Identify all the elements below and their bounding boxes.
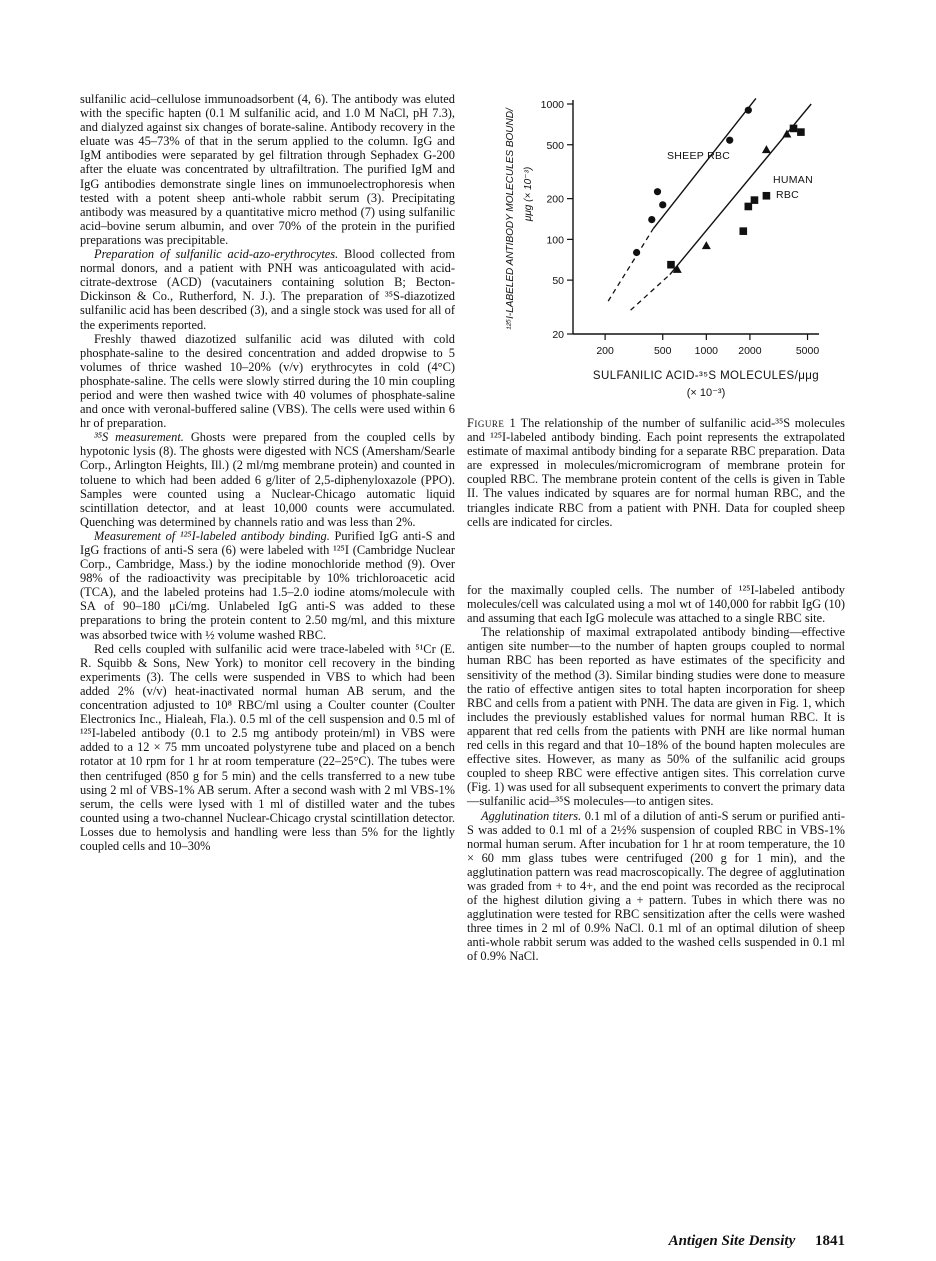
data-point-square: [751, 196, 759, 204]
paragraph-heading: ³⁵S measurement.: [94, 430, 184, 445]
paragraph-text: for the maximally coupled cells. The number of ¹²⁵I-labeled antibody molecules/cell was calculated using a mol wt of 140,000 for rabbit IgG (10) and assuming that each IgG molecule was attached to a single RBC site.: [467, 583, 845, 626]
paragraph: [80, 430, 455, 529]
paragraph: [467, 625, 845, 808]
paragraph: [80, 92, 455, 247]
right-text-column: [467, 583, 845, 964]
caption-text: The relationship of the number of sulfanilic acid-³⁵S molecules and ¹²⁵I-labeled antibody binding. Each point represents the extrapolated estimate of maximal antibody binding for a separate RBC preparation. Data are expressed in molecules/micromicrogram of membrane protein for coupled RBC. The membrane protein content of the cells is given in Table II. The values indicated by squares are for normal human RBC, and the triangles indicate RBC from a patient with PNH. Data for coupled sheep cells are indicated for circles.: [467, 416, 846, 529]
paragraph: [80, 332, 455, 431]
paragraph-text: Purified IgG anti-S and IgG fractions of anti-S sera (6) were labeled with ¹²⁵I (Cambridge Nuclear Corp., Cambridge, Mass.) by the iodine monochloride method (9). Over 98% of the radioactivity was precipitable by 10% trichloroacetic acid (TCA), and the labeled proteins had 1.5–2.0 iodine atoms/molecule with SA of 90–180 μCi/mg. Unlabeled IgG anti-S was added to these preparations to bring the protein content to 2.50 mg/ml, and this mixture was absorbed twice with ½ volume washed RBC.: [80, 528, 455, 642]
left-text-column: [80, 92, 455, 853]
y-tick-label: 100: [546, 234, 564, 247]
paragraph-text: Blood collected from normal donors, and a patient with PNH was anticoagulated with acid-citrate-dextrose (ACD) (vacutainers containing solution B; Becton-Dickinson & Co., Rutherford, N. J.). The preparation of ³⁵S-diazotized sulfanilic acid has been described (3), and a single stock was used for all of the experiments reported.: [80, 247, 456, 332]
paragraph-text: The relationship of maximal extrapolated antibody binding—effective antigen site number—to the number of hapten groups coupled to normal human RBC has been reported as have estimates of the specificity and sensitivity of the method (3). Similar binding studies were done to measure the ratio of effective antigen sites to total hapten incorporation for sheep RBC and cells from a patient with PNH. The data are given in Fig. 1, which includes the previously established values for normal human RBC. It is apparent that red cells from the patients with PNH are like normal human red cells in this regard and that 10–18% of the bound hapten molecules are effective sites. However, as many as 50% of the sulfanilic acid groups coupled to sheep RBC were effective antigen sites. This correlation curve (Fig. 1) was used for all subsequent experiments to convert the primary data—sulfanilic acid–³⁵S molecules—to antigen sites.: [467, 625, 845, 809]
y-tick-label: 1000: [540, 99, 564, 111]
x-tick-label: 500: [653, 345, 672, 357]
caption-label: Figure 1: [467, 416, 517, 430]
paragraph: [467, 583, 845, 625]
data-point-circle: [654, 188, 661, 195]
data-point-square: [790, 125, 798, 133]
data-point-triangle: [762, 145, 771, 153]
annotation-rbc: RBC: [776, 189, 800, 201]
data-point-circle: [659, 201, 666, 208]
data-point-square: [739, 227, 747, 235]
paragraph-heading: Preparation of sulfanilic acid-azo-erythrocytes.: [94, 247, 339, 262]
paragraph-text: Red cells coupled with sulfanilic acid were trace-labeled with ⁵¹Cr (E. R. Squibb & Sons, New York) to monitor cell recovery in the binding experiments (3). The cells were suspended in VBS to which had been added 2% (v/v) heat-inactivated normal human AB serum, and the concentration adjusted to 10⁸ RBC/ml using a Coulter counter (Coulter Electronics Inc., Hialeah, Fla.). 0.5 ml of the cell suspension and 0.5 ml of ¹²⁵I-labeled antibody (0.1 to 2.5 mg antibody protein/ml) in VBS were added to a 12 × 75 mm uncoated polystyrene tube and placed on a bench rotator at 10 rpm for 1 hr at room temperature (22–25°C). The tubes were then centrifuged (850 g for 5 min) and the cells transferred to a new tube using 2 ml of VBS-1% AB serum. After a second wash with 2 ml VBS-1% serum, the cells were lysed with 1 ml of distilled water and the tubes counted using a two-channel Nuclear-Chicago crystal scintillation detector. Losses due to hemolysis and handling were less than 5% for the lightly coupled cells and 10–30%: [80, 641, 455, 853]
data-point-square: [667, 261, 675, 269]
x-tick-label: 200: [596, 345, 614, 357]
paragraph-text: sulfanilic acid–cellulose immunoadsorbent (4, 6). The antibody was eluted with the specific hapten (0.1 M sulfanilic acid, and 1.0 M NaCl, pH 7.3), and dialyzed against six changes of borate-saline. Antibody recovery in the eluate was 45–73% of that in the serum applied to the column. IgG and IgM antibodies were separated by gel filtration through Sephadex G-200 after the eluate was concentrated by ultrafiltration. The purified IgM and IgG antibodies demonstrate single lines on immunoelectrophoresis when tested with a potent sheep anti-whole rabbit serum (3). Precipitating antibody was measured by a quantitative micro method (7) using sulfanilic acid–bovine serum albumin, and over 70% of the protein in the purified preparations was precipitable.: [80, 92, 455, 247]
annotation-human: HUMAN: [773, 174, 813, 186]
paragraph-heading: Measurement of ¹²⁵I-labeled antibody binding.: [94, 528, 330, 543]
paragraph: [80, 642, 455, 853]
figure-caption: [467, 416, 845, 529]
paragraph-text: Ghosts were prepared from the coupled cells by hypotonic lysis (8). The ghosts were digested with NCS (Amersham/Searle Corp., Arlington Heights, Ill.) (2 ml/mg membrane protein) and counted in toluene to which had been added 6 g/liter of 2,5-diphenyloxazole (PPO). Samples were counted using a Nuclear-Chicago automatic liquid scintillation detector, and at least 10,000 counts were accumulated. Quenching was determined by channels ratio and was less than 2%.: [80, 430, 455, 529]
paragraph-heading: Agglutination titers.: [481, 808, 582, 823]
curve-solid-sheep-rbc: [653, 98, 756, 228]
running-title: Antigen Site Density: [668, 1233, 796, 1249]
data-point-square: [763, 192, 771, 200]
y-tick-label: 50: [552, 275, 564, 288]
figure-1-chart: [467, 84, 845, 414]
curve-dashed-sheep-rbc: [608, 229, 653, 301]
y-axis-label: ¹²⁵I-LABELED ANTIBODY MOLECULES BOUND/: [505, 108, 516, 330]
x-tick-label: 5000: [795, 345, 820, 357]
data-point-square: [797, 128, 805, 136]
data-point-circle: [648, 216, 655, 223]
y-tick-label: 500: [546, 139, 564, 152]
paragraph: [467, 809, 845, 964]
data-point-circle: [726, 137, 733, 144]
x-axis-label: SULFANILIC ACID-³⁵S MOLECULES/μμg: [592, 370, 820, 382]
y-tick-label: 20: [552, 329, 564, 341]
paragraph: [80, 247, 455, 332]
x-tick-label: 1000: [694, 345, 719, 357]
y-tick-label: 200: [546, 193, 564, 206]
data-point-triangle: [702, 241, 711, 249]
paragraph-text: 0.1 ml of a dilution of anti-S serum or purified anti-S was added to 0.1 ml of a 2½% suspension of coupled RBC in VBS-1% normal human serum. After incubation for 1 hr at room temperature, the 10 × 60 mm glass tubes were centrifuged (200 g for 1 min), and the agglutination pattern was read macroscopically. The degree of agglutination was graded from + to 4+, and the end point was recorded as the reciprocal of the highest dilution giving a + pattern. Tubes in which there was no agglutination were tested for RBC sensitization after the cells were washed three times in 2 ml of 0.9% NaCl. 0.1 ml of an optimal dilution of sheep anti-whole rabbit serum was added to the washed cells suspended in 0.1 ml of 0.9% NaCl.: [467, 808, 845, 964]
figure-1: [467, 84, 845, 414]
paragraph: [80, 529, 455, 642]
paragraph-text: Freshly thawed diazotized sulfanilic acid was diluted with cold phosphate-saline to the desired concentration and added dropwise to 5 volumes of thrice washed 10–20% (v/v) erythrocytes in cold (4°C) phosphate-saline. The cells were slowly stirred during the 10 min coupling period and were then washed twice with 40 volumes of phosphate-saline and once with veronal-buffered saline (VBS). The cells were used within 6 hr of preparation.: [80, 331, 455, 431]
data-point-circle: [745, 107, 752, 114]
page-footer: [669, 1233, 845, 1250]
annotation-sheep-rbc: SHEEP RBC: [667, 150, 731, 162]
y-axis-label-unit: μμg (× 10⁻³): [523, 166, 534, 222]
x-axis-label-unit: (× 10⁻³): [686, 387, 726, 399]
x-tick-label: 2000: [738, 345, 762, 357]
curve-dashed-human-rbc: [631, 275, 670, 311]
data-point-circle: [633, 249, 640, 256]
page-number: 1841: [815, 1233, 845, 1249]
